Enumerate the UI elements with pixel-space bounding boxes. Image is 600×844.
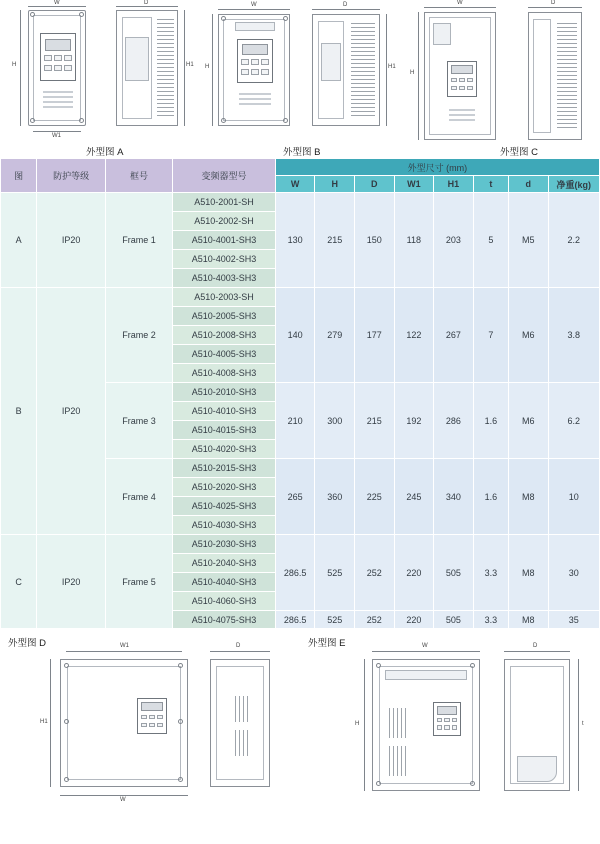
- dimension-label-d: D: [343, 2, 348, 8]
- dimension-line-w: [424, 7, 496, 8]
- mounting-hole: [64, 663, 69, 668]
- cell-t: 1.6: [473, 459, 508, 535]
- drawing-b-side-block: [321, 43, 341, 81]
- table-header-row-1: [1, 159, 600, 176]
- drawing-a-side-view: [116, 10, 178, 126]
- outline-drawings-bottom: [0, 633, 600, 838]
- cell-h1: 203: [434, 193, 474, 288]
- vent-slot: [43, 91, 73, 93]
- dimension-table-wrap: [0, 158, 600, 629]
- dimension-label-h1: H1: [40, 719, 48, 725]
- th-h: H: [315, 176, 355, 193]
- cell-model: A510-2030-SH3: [173, 535, 276, 554]
- drawing-c-top-block: [433, 23, 451, 45]
- th-model: 变频器型号: [173, 159, 276, 193]
- cell-frame: Frame 5: [105, 535, 172, 629]
- cell-model: A510-4030-SH3: [173, 516, 276, 535]
- cell-model: A510-4025-SH3: [173, 497, 276, 516]
- keypad-display: [437, 706, 457, 714]
- cell-model: A510-2001-SH: [173, 193, 276, 212]
- drawing-c-side-view: [528, 12, 582, 140]
- drawing-c-front-view: [424, 12, 496, 140]
- cell-dia: M8: [508, 535, 548, 611]
- cell-weight: 35: [548, 611, 599, 629]
- dimension-line-w: [218, 9, 290, 10]
- cell-model: A510-4003-SH3: [173, 269, 276, 288]
- dimension-line-d: [116, 6, 178, 7]
- cell-model: A510-2008-SH3: [173, 326, 276, 345]
- vent-slot: [43, 96, 73, 98]
- mounting-hole: [178, 663, 183, 668]
- cell-dia: M8: [508, 459, 548, 535]
- dimension-label-w: W: [54, 0, 60, 6]
- cell-fig: C: [1, 535, 37, 629]
- caption-outline-a: 外型图 A: [86, 147, 124, 158]
- cell-dia: M5: [508, 193, 548, 288]
- dimension-label-t: t: [582, 721, 584, 727]
- cell-h: 525: [315, 611, 355, 629]
- cell-model: A510-2010-SH3: [173, 383, 276, 402]
- dimension-label-h: H: [410, 70, 415, 76]
- dimension-label-h: H: [205, 64, 210, 70]
- keypad-display: [141, 702, 162, 711]
- cell-model: A510-4060-SH3: [173, 592, 276, 611]
- cell-w1: 220: [394, 611, 434, 629]
- drawing-b-side-view: [312, 14, 380, 126]
- cell-model: A510-2040-SH3: [173, 554, 276, 573]
- keypad-button: [437, 718, 443, 722]
- dimension-line-h: [20, 10, 21, 126]
- drawing-a-side-block: [125, 37, 149, 81]
- cell-model: A510-4015-SH3: [173, 421, 276, 440]
- mounting-hole: [470, 663, 475, 668]
- th-t: t: [473, 176, 508, 193]
- cell-w: 130: [275, 193, 315, 288]
- cell-weight: 3.8: [548, 288, 599, 383]
- dimension-label-d: D: [144, 0, 149, 6]
- keypad-button: [149, 723, 155, 727]
- drawing-d-keypad: [137, 698, 167, 734]
- dimension-line-d: [528, 7, 582, 8]
- vent-slot: [449, 114, 475, 116]
- heatsink-fins: [557, 23, 577, 131]
- th-dia: d: [508, 176, 548, 193]
- mounting-hole: [79, 118, 84, 123]
- dimension-label-w1: W1: [120, 643, 129, 649]
- keypad-button: [54, 65, 61, 71]
- mounting-hole: [64, 777, 69, 782]
- drawing-a-front-view: [28, 10, 86, 126]
- keypad-button: [467, 86, 473, 90]
- keypad-button: [444, 718, 450, 722]
- drawing-e-keypad: [433, 702, 461, 736]
- cell-w: 286.5: [275, 611, 315, 629]
- keypad-display: [242, 44, 268, 55]
- keypad-button: [467, 78, 473, 82]
- cell-model: A510-2005-SH3: [173, 307, 276, 326]
- cell-model: A510-2002-SH: [173, 212, 276, 231]
- keypad-button: [452, 718, 458, 722]
- dimension-label-w: W: [120, 797, 126, 803]
- cell-frame: Frame 1: [105, 193, 172, 288]
- cell-d: 225: [354, 459, 394, 535]
- mounting-hole: [30, 12, 35, 17]
- cell-weight: 10: [548, 459, 599, 535]
- keypad-button: [444, 725, 450, 729]
- keypad-display: [451, 65, 472, 74]
- cell-model: A510-4001-SH3: [173, 231, 276, 250]
- cell-model: A510-2003-SH: [173, 288, 276, 307]
- keypad-button: [261, 69, 268, 74]
- drawing-b-keypad: [237, 39, 273, 83]
- cell-t: 3.3: [473, 535, 508, 611]
- caption-outline-e: 外型图 E: [308, 638, 346, 649]
- drawing-b-front-view: [218, 14, 290, 126]
- cell-t: 1.6: [473, 383, 508, 459]
- keypad-button: [44, 65, 51, 71]
- keypad-button: [261, 59, 268, 64]
- keypad-button: [451, 86, 457, 90]
- cell-d: 252: [354, 535, 394, 611]
- cell-dia: M8: [508, 611, 548, 629]
- mounting-hole: [376, 663, 381, 668]
- dimension-line-h: [364, 659, 365, 791]
- dimension-label-h1: H1: [186, 62, 194, 68]
- caption-outline-d: 外型图 D: [8, 638, 47, 649]
- keypad-button: [54, 55, 61, 61]
- mounting-hole: [178, 777, 183, 782]
- dimension-line-d: [210, 651, 270, 652]
- cell-d: 215: [354, 383, 394, 459]
- keypad-button: [251, 69, 258, 74]
- mounting-hole: [283, 16, 288, 21]
- drawing-c-side-panel: [533, 19, 551, 133]
- vent-slot: [43, 106, 73, 108]
- mounting-hole: [79, 12, 84, 17]
- cell-h1: 505: [434, 535, 474, 611]
- th-w1: W1: [394, 176, 434, 193]
- cell-dia: M6: [508, 383, 548, 459]
- cell-t: 7: [473, 288, 508, 383]
- keypad-button: [149, 715, 155, 719]
- mounting-hole: [30, 118, 35, 123]
- drawing-c-keypad: [447, 61, 477, 97]
- keypad-button: [64, 55, 71, 61]
- keypad-button: [452, 725, 458, 729]
- dimension-line-w1: [66, 651, 182, 652]
- keypad-button: [459, 86, 465, 90]
- th-h1: H1: [434, 176, 474, 193]
- keypad-button: [241, 59, 248, 64]
- heatsink-fins: [351, 23, 375, 119]
- cell-h1: 505: [434, 611, 474, 629]
- vent-slot: [239, 98, 271, 100]
- dimension-label-h: H: [12, 62, 17, 68]
- dimension-label-w: W: [251, 2, 257, 8]
- cell-model: A510-4040-SH3: [173, 573, 276, 592]
- dimension-line-d: [312, 9, 380, 10]
- keypad-button: [451, 78, 457, 82]
- th-weight: 净重(kg): [548, 176, 599, 193]
- cell-weight: 2.2: [548, 193, 599, 288]
- dimension-line-w1: [33, 131, 81, 132]
- cell-ip: IP20: [37, 535, 105, 629]
- drawing-e-top-grille: [385, 670, 467, 680]
- keypad-button: [157, 723, 163, 727]
- cell-h: 525: [315, 535, 355, 611]
- th-frame: 框号: [105, 159, 172, 193]
- heatsink-fins: [389, 708, 407, 738]
- keypad-button: [44, 55, 51, 61]
- cell-w1: 245: [394, 459, 434, 535]
- drawing-d-side-view: [210, 659, 270, 787]
- cell-h: 300: [315, 383, 355, 459]
- cell-frame: Frame 4: [105, 459, 172, 535]
- cell-model: A510-4005-SH3: [173, 345, 276, 364]
- keypad-button: [64, 65, 71, 71]
- cell-model: A510-4075-SH3: [173, 611, 276, 629]
- dimension-line-t: [578, 659, 579, 791]
- cell-h1: 267: [434, 288, 474, 383]
- cell-h1: 286: [434, 383, 474, 459]
- cell-model: A510-2020-SH3: [173, 478, 276, 497]
- cell-fig: B: [1, 288, 37, 535]
- dimension-label-d: D: [533, 643, 538, 649]
- dimension-line-w: [372, 651, 480, 652]
- table-row: [1, 288, 600, 307]
- cell-h: 215: [315, 193, 355, 288]
- drawing-b-top-bar: [235, 22, 275, 31]
- vent-slot: [239, 103, 271, 105]
- th-ip: 防护等级: [37, 159, 105, 193]
- dimension-line-h1: [50, 659, 51, 787]
- cell-model: A510-4010-SH3: [173, 402, 276, 421]
- dimension-line-w: [28, 6, 86, 7]
- dimension-label-w: W: [422, 643, 428, 649]
- mounting-hole: [221, 118, 226, 123]
- heatsink-fins: [235, 730, 249, 756]
- table-row: [1, 193, 600, 212]
- keypad-button: [157, 715, 163, 719]
- cell-model: A510-4020-SH3: [173, 440, 276, 459]
- dimension-label-w: W: [457, 0, 463, 6]
- dimension-label-d: D: [236, 643, 241, 649]
- th-fig: 图: [1, 159, 37, 193]
- th-w: W: [275, 176, 315, 193]
- cell-w1: 192: [394, 383, 434, 459]
- mounting-hole: [283, 118, 288, 123]
- cell-ip: IP20: [37, 288, 105, 535]
- dimension-line-h1: [184, 10, 185, 126]
- vent-slot: [43, 101, 73, 103]
- cell-d: 177: [354, 288, 394, 383]
- th-dimension-group: 外型尺寸 (mm): [275, 159, 599, 176]
- cell-weight: 30: [548, 535, 599, 611]
- cell-w1: 122: [394, 288, 434, 383]
- drawing-a-keypad: [40, 33, 76, 81]
- cell-w: 265: [275, 459, 315, 535]
- caption-outline-c: 外型图 C: [500, 147, 539, 158]
- drawing-e-side-cutout: [517, 756, 557, 782]
- vent-slot: [239, 93, 271, 95]
- cell-h1: 340: [434, 459, 474, 535]
- dimension-line-h1: [386, 14, 387, 126]
- cell-model: A510-4002-SH3: [173, 250, 276, 269]
- cell-t: 5: [473, 193, 508, 288]
- cell-dia: M6: [508, 288, 548, 383]
- cell-weight: 6.2: [548, 383, 599, 459]
- th-d: D: [354, 176, 394, 193]
- dimension-line-d: [504, 651, 570, 652]
- keypad-button: [141, 723, 147, 727]
- dimension-label-w1: W1: [52, 133, 61, 139]
- cell-d: 150: [354, 193, 394, 288]
- heatsink-fins: [157, 19, 174, 119]
- drawing-d-front-view: [60, 659, 188, 787]
- dimension-label-h1: H1: [388, 64, 396, 70]
- keypad-button: [437, 725, 443, 729]
- drawing-e-front-view: [372, 659, 480, 791]
- heatsink-fins: [389, 746, 407, 776]
- dimension-line-w: [60, 795, 188, 796]
- cell-w: 210: [275, 383, 315, 459]
- cell-model: A510-2015-SH3: [173, 459, 276, 478]
- cell-model: A510-4008-SH3: [173, 364, 276, 383]
- dimension-line-h: [418, 12, 419, 140]
- keypad-button: [251, 59, 258, 64]
- keypad-button: [241, 69, 248, 74]
- cell-w1: 220: [394, 535, 434, 611]
- dimension-label-h: H: [355, 721, 360, 727]
- cell-frame: Frame 2: [105, 288, 172, 383]
- cell-t: 3.3: [473, 611, 508, 629]
- cell-d: 252: [354, 611, 394, 629]
- cell-ip: IP20: [37, 193, 105, 288]
- dimension-label-d: D: [551, 0, 556, 6]
- cell-h: 279: [315, 288, 355, 383]
- dimension-table: [0, 158, 600, 629]
- cell-frame: Frame 3: [105, 383, 172, 459]
- drawing-d-side-panel: [216, 666, 264, 780]
- mounting-hole: [376, 781, 381, 786]
- keypad-display: [45, 39, 71, 51]
- mounting-hole: [221, 16, 226, 21]
- mounting-hole: [470, 781, 475, 786]
- vent-slot: [449, 119, 475, 121]
- cell-w1: 118: [394, 193, 434, 288]
- keypad-button: [459, 78, 465, 82]
- drawing-e-side-view: [504, 659, 570, 791]
- outline-drawings-top: [0, 0, 600, 158]
- vent-slot: [449, 109, 475, 111]
- heatsink-fins: [235, 696, 249, 722]
- table-row: [1, 535, 600, 554]
- keypad-button: [141, 715, 147, 719]
- caption-outline-b: 外型图 B: [283, 147, 321, 158]
- mounting-hole: [178, 719, 183, 724]
- dimension-line-h: [212, 14, 213, 126]
- cell-w: 286.5: [275, 535, 315, 611]
- cell-w: 140: [275, 288, 315, 383]
- cell-h: 360: [315, 459, 355, 535]
- cell-fig: A: [1, 193, 37, 288]
- mounting-hole: [64, 719, 69, 724]
